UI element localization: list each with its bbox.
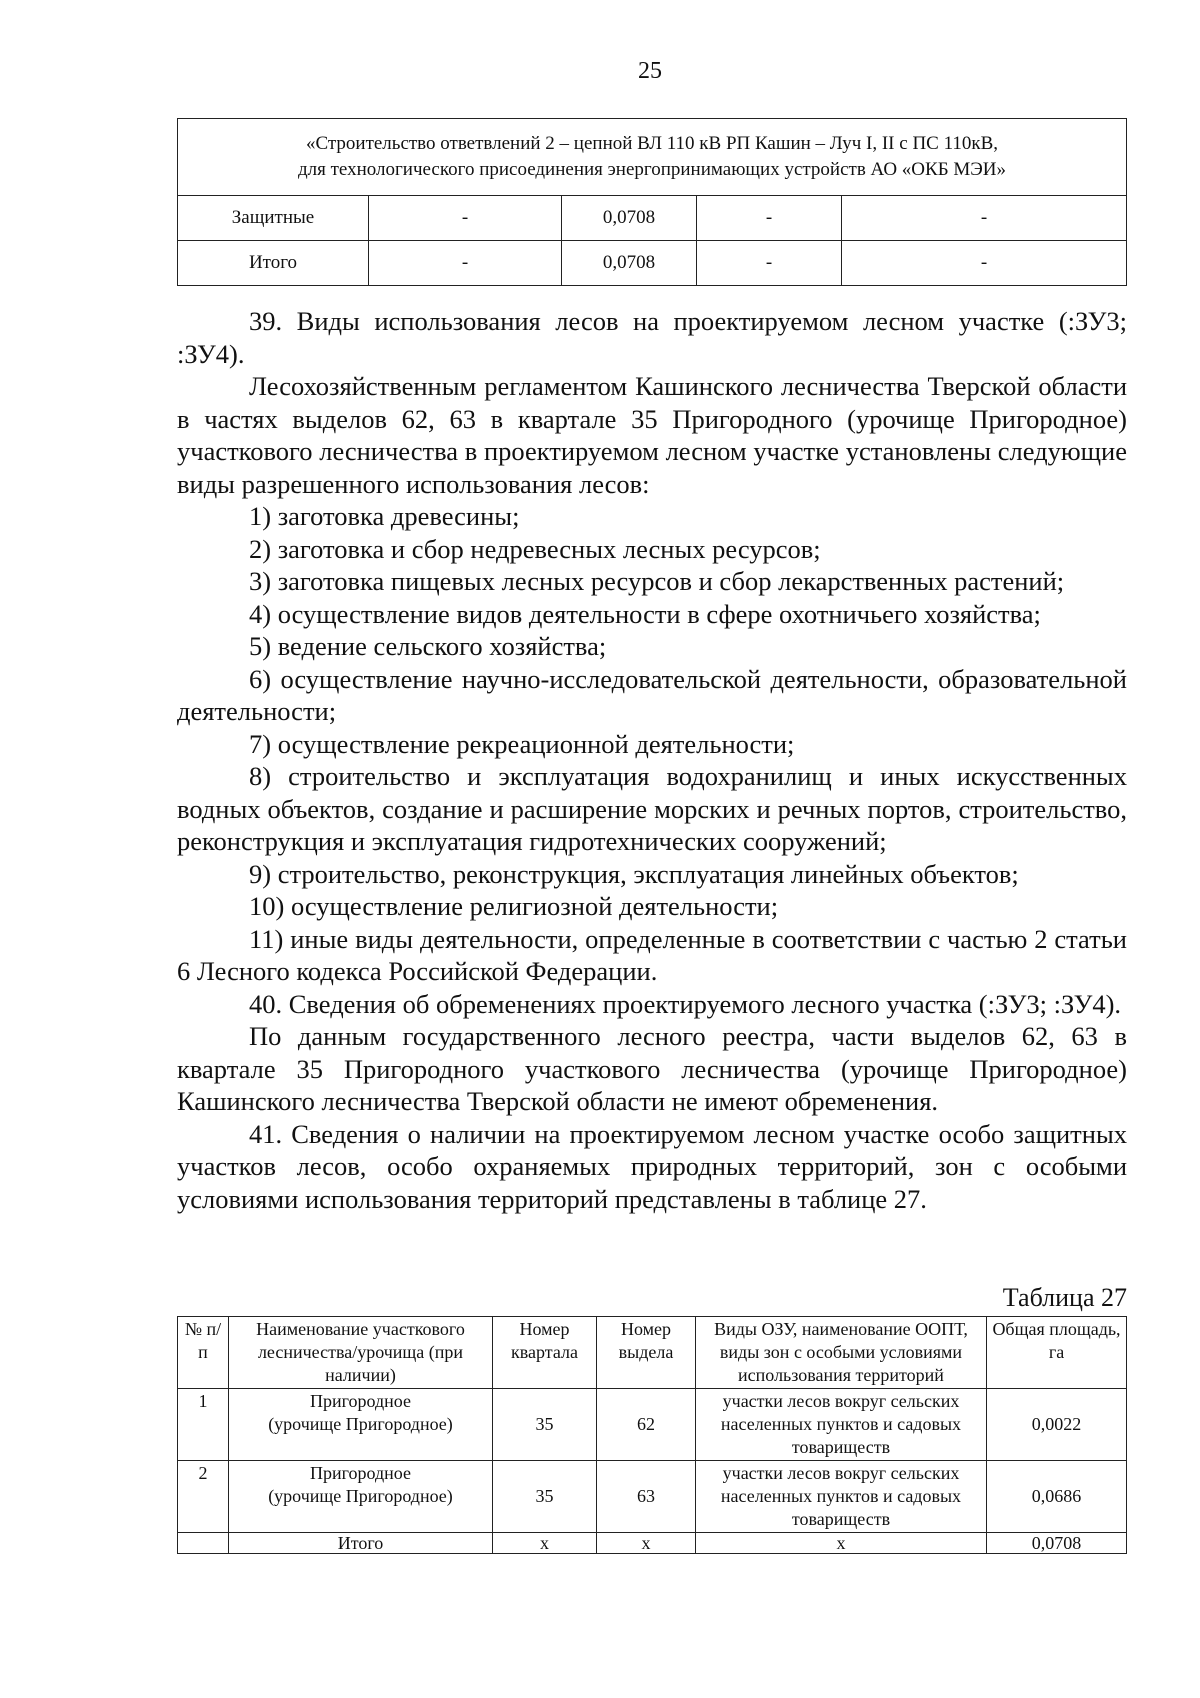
- header-num: № п/п: [178, 1317, 229, 1389]
- section-39-heading: 39. Виды использования лесов на проектируемом лесном участке (:ЗУ3; :ЗУ4).: [177, 306, 1127, 369]
- cell: -: [842, 241, 1127, 286]
- top-table-title: [178, 119, 1127, 196]
- table-row: [178, 1461, 1127, 1533]
- row-name: [229, 1461, 493, 1533]
- list-item: 11) иные виды деятельности, определенные в соответствии с частью 2 статьи 6 Лесного кодекса Российской Федерации.: [177, 923, 1127, 986]
- list-item: 8) строительство и эксплуатация водохранилищ и иных искусственных водных объектов, создание и расширение морских и речных портов, строительство, реконструкция и эксплуатация гидротехнических сооружений;: [177, 761, 1127, 856]
- cell: -: [369, 241, 562, 286]
- body-text: [177, 305, 1127, 1215]
- row-num: 1: [178, 1389, 229, 1461]
- cell: -: [697, 196, 842, 241]
- cell: -: [697, 241, 842, 286]
- row-area: 0,0686: [987, 1461, 1127, 1533]
- cell: -: [369, 196, 562, 241]
- header-videl: Номер выдела: [597, 1317, 696, 1389]
- total-label: Итого: [229, 1533, 493, 1554]
- row-name-line2: (урочище Пригородное): [268, 1486, 453, 1506]
- row-name-line1: Пригородное: [309, 1463, 412, 1483]
- table-total-row: [178, 1533, 1127, 1554]
- header-kvartal: Номер квартала: [493, 1317, 597, 1389]
- table-row: [178, 1389, 1127, 1461]
- row-area: 0,0022: [987, 1389, 1127, 1461]
- table-row: [178, 196, 1127, 241]
- total-area: 0,0708: [987, 1533, 1127, 1554]
- section-39-text: Лесохозяйственным регламентом Кашинского лесничества Тверской области в частях выделов 62, 63 в квартале 35 Пригородного (урочище Пригородное) участкового лесничества в проектируемом лесном участке установлены следующие виды разрешенного использования лесов:: [177, 371, 1127, 499]
- row-videl: 63: [597, 1461, 696, 1533]
- row-type: участки лесов вокруг сельских населенных пунктов и садовых товариществ: [696, 1389, 987, 1461]
- list-item: 10) осуществление религиозной деятельности;: [249, 891, 779, 921]
- list-item: 2) заготовка и сбор недревесных лесных ресурсов;: [249, 533, 821, 564]
- list-item: 5) ведение сельского хозяйства;: [249, 631, 607, 661]
- row-name: [229, 1389, 493, 1461]
- cell: 0,0708: [562, 241, 697, 286]
- table-row: [178, 241, 1127, 286]
- list-item: 4) осуществление видов деятельности в сфере охотничьего хозяйства;: [249, 598, 1041, 629]
- cell: 0,0708: [562, 196, 697, 241]
- row-videl: 62: [597, 1389, 696, 1461]
- header-area: Общая площадь, га: [987, 1317, 1127, 1389]
- row-label: Защитные: [178, 196, 369, 241]
- top-table-title-line2: для технологического присоединения энергопринимающих устройств АО «ОКБ МЭИ»: [297, 159, 1007, 180]
- list-item: 7) осуществление рекреационной деятельности;: [249, 728, 795, 759]
- row-kvartal: 35: [493, 1461, 597, 1533]
- section-40-text: По данным государственного лесного реестра, части выделов 62, 63 в квартале 35 Пригородного участкового лесничества (урочище Пригородное) Кашинского лесничества Тверской области не имеют обременения.: [177, 1021, 1127, 1116]
- row-type: участки лесов вокруг сельских населенных пунктов и садовых товариществ: [696, 1461, 987, 1533]
- list-item: 6) осуществление научно-исследовательской деятельности, образовательной деятельности;: [177, 663, 1127, 726]
- table-caption: Таблица 27: [1002, 1283, 1127, 1312]
- list-item: 3) заготовка пищевых лесных ресурсов и сбор лекарственных растений;: [249, 566, 1065, 596]
- row-label: Итого: [178, 241, 369, 286]
- header-type: Виды ОЗУ, наименование ООПТ, виды зон с особыми условиями использования территорий: [696, 1317, 987, 1389]
- total-kvartal: х: [493, 1533, 597, 1554]
- total-num: [178, 1533, 229, 1554]
- top-table: [177, 118, 1127, 286]
- table-header-row: [178, 1317, 1127, 1389]
- total-videl: х: [597, 1533, 696, 1554]
- list-item: 9) строительство, реконструкция, эксплуатация линейных объектов;: [249, 858, 1019, 889]
- total-type: х: [696, 1533, 987, 1554]
- page-number: 25: [638, 58, 662, 84]
- table-27: [177, 1316, 1127, 1554]
- cell: -: [842, 196, 1127, 241]
- row-num: 2: [178, 1461, 229, 1533]
- row-name-line2: (урочище Пригородное): [268, 1414, 453, 1434]
- section-41-heading: 41. Сведения о наличии на проектируемом лесном участке особо защитных участков лесов, особо охраняемых природных территорий, зон с особыми условиями использования территорий представлены в таблице 27.: [177, 1118, 1127, 1214]
- row-name-line1: Пригородное: [309, 1391, 412, 1411]
- row-kvartal: 35: [493, 1389, 597, 1461]
- section-40-heading: 40. Сведения об обременениях проектируемого лесного участка (:ЗУ3; :ЗУ4).: [249, 988, 1122, 1019]
- list-item: 1) заготовка древесины;: [249, 501, 520, 531]
- top-table-title-line1: «Строительство ответвлений 2 – цепной ВЛ 110 кВ РП Кашин – Луч I, II с ПС 110кВ,: [305, 133, 999, 154]
- header-name: Наименование участкового лесничества/урочища (при наличии): [229, 1317, 493, 1389]
